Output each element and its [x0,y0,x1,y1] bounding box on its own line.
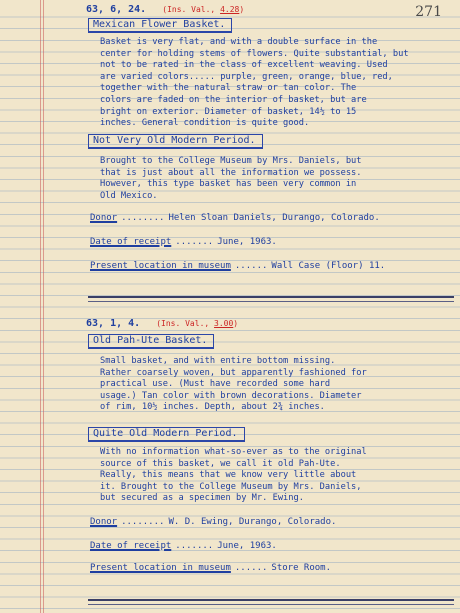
text-line: that is just about all the information we possess. [100,167,362,178]
text-line: source of this basket, we call it old Pah-Ute. [100,458,341,469]
text-line: practical use. (Must have recorded some hard [100,379,331,390]
catalog-number: 63, 1, 4. [86,318,141,329]
insurance-close: ) [233,319,239,328]
history-paragraph [100,156,452,202]
text-line: Small basket, and with entire bottom missing. [100,356,336,366]
text-line: together with the natural straw or tan color. The [100,83,357,94]
text-line: of rim, 10½ inches. Depth, about 2¾ inches. [100,402,325,413]
text-line: Rather coarsely woven, but apparently fashioned for [100,367,367,378]
text-line: usage.) Tan color with brown decorations. Diameter [100,390,362,401]
location-field: Present location in museum ...... Store Room. [90,563,332,573]
text-line: bright on exterior. Diameter of basket, 14½ to 15 [100,106,357,117]
page-number: 271 [415,4,442,20]
insurance-close: ) [239,5,245,14]
margin-line [43,0,44,613]
insurance-value: 3.00 [214,319,234,328]
location-value: Store Room. [271,563,332,573]
donor-value: W. D. Ewing, Durango, Colorado. [168,517,337,527]
text-line: However, this type basket has been very common in [100,179,357,190]
entry-divider [88,301,454,302]
entry-title: Old Pah-Ute Basket. [88,334,214,349]
insurance-value-note [156,319,238,328]
text-line: not to be rated in the class of excellent weaving. Used [100,60,388,71]
catalog-number-line [86,318,238,329]
text-line: Brought to the College Museum by Mrs. Daniels, but [100,156,362,166]
text-line: inches. General condition is quite good. [100,118,310,129]
receipt-field: Date of receipt ....... June, 1963. [90,541,277,551]
text-line: colors are faded on the interior of basket, but are [100,94,367,105]
donor-field: Donor ........ Helen Sloan Daniels, Durango, Colorado. [90,213,380,223]
text-line: but secured as a specimen by Mr. Ewing. [100,493,304,504]
age-heading: Not Very Old Modern Period. [88,134,263,149]
text-line: Old Mexico. [100,190,158,201]
receipt-field: Date of receipt ....... June, 1963. [90,237,277,247]
catalog-number-line [86,4,244,15]
entry-title: Mexican Flower Basket. [88,18,232,33]
receipt-value: June, 1963. [217,541,277,551]
description-paragraph [100,356,452,414]
insurance-label: (Ins. Val., [162,5,216,14]
location-label: Present location in museum [90,563,231,573]
text-line: are varied colors..... purple, green, orange, blue, red, [100,71,393,82]
text-line: it. Brought to the College Museum by Mrs. Daniels, [100,481,362,492]
insurance-value: 4.28 [220,5,240,14]
catalog-number: 63, 6, 24. [86,4,147,15]
entry-divider [88,599,454,601]
location-value: Wall Case (Floor) 11. [271,261,386,271]
location-label: Present location in museum [90,261,231,271]
receipt-value: June, 1963. [217,237,277,247]
insurance-value-note [162,5,244,14]
insurance-label: (Ins. Val., [156,319,210,328]
receipt-label: Date of receipt [90,237,172,247]
entry-divider [88,296,454,298]
donor-value: Helen Sloan Daniels, Durango, Colorado. [168,213,380,223]
donor-label: Donor [90,517,118,527]
donor-field: Donor ........ W. D. Ewing, Durango, Colorado. [90,517,337,527]
receipt-label: Date of receipt [90,541,172,551]
location-field: Present location in museum ...... Wall Case (Floor) 11. [90,261,386,271]
margin-line [40,0,41,613]
donor-label: Donor [90,213,118,223]
text-line: Basket is very flat, and with a double surface in the [100,37,378,47]
text-line: With no information what-so-ever as to the original [100,447,367,457]
age-heading: Quite Old Modern Period. [88,427,245,442]
entry-divider [88,604,454,605]
description-paragraph [100,37,452,130]
text-line: center for holding stems of flowers. Quite substantial, but [100,48,409,59]
history-paragraph [100,447,452,505]
text-line: Really, this means that we know very little about [100,470,357,481]
